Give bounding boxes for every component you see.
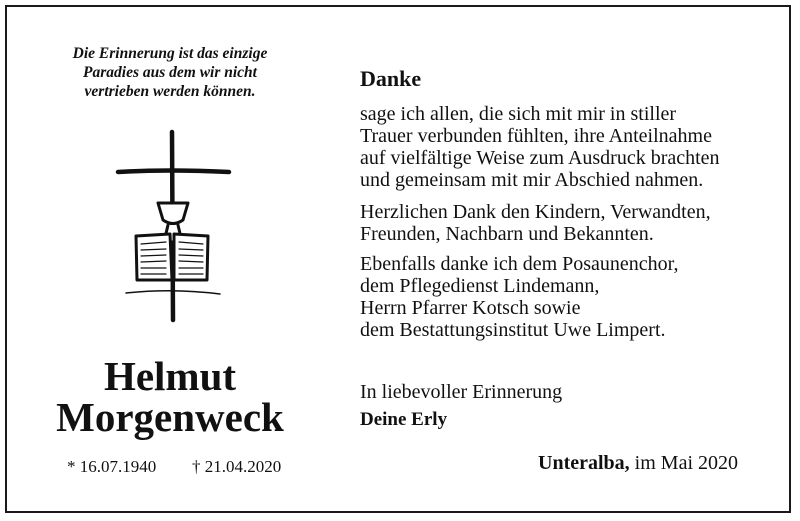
- text-line: auf vielfältige Weise zum Ausdruck brachten: [360, 147, 720, 169]
- thanks-paragraph-2: [360, 201, 711, 245]
- text-line: und gemeinsam mit mir Abschied nahmen.: [360, 169, 704, 191]
- text-line: Freunden, Nachbarn und Bekannten.: [360, 223, 654, 245]
- deceased-name: [30, 353, 310, 440]
- first-name: Helmut: [103, 353, 237, 399]
- text-line: Ebenfalls danke ich dem Posaunenchor,: [360, 253, 679, 275]
- text-line: dem Pflegedienst Lindemann,: [360, 275, 600, 297]
- place-name: Unteralba,: [538, 452, 630, 474]
- memorial-quote: [30, 44, 310, 101]
- quote-line: Paradies aus dem wir nicht: [83, 64, 257, 81]
- last-name: Morgenweck: [56, 394, 284, 440]
- text-line: sage ich allen, die sich mit mir in stiller: [360, 103, 677, 125]
- signature: Deine Erly: [360, 409, 448, 430]
- text-line: Trauer verbunden fühlten, ihre Anteilnahme: [360, 125, 712, 147]
- text-line: dem Bestattungsinstitut Uwe Limpert.: [360, 319, 666, 341]
- thanks-paragraph-3: [360, 253, 679, 341]
- death-date: † 21.04.2020: [192, 457, 282, 476]
- birth-date: * 16.07.1940: [67, 457, 157, 476]
- memory-line: In liebevoller Erinnerung: [360, 381, 563, 403]
- month-year: im Mai 2020: [634, 452, 739, 474]
- place-date: [538, 452, 738, 475]
- thanks-heading: Danke: [360, 66, 422, 91]
- text-line: Herzlichen Dank den Kindern, Verwandten,: [360, 201, 711, 223]
- text-line: Herrn Pfarrer Kotsch sowie: [360, 297, 581, 319]
- thanks-paragraph-1: [360, 103, 720, 191]
- quote-line: vertrieben werden können.: [84, 83, 256, 100]
- cross-chalice-book-icon: [108, 128, 238, 324]
- quote-line: Die Erinnerung ist das einzige: [72, 45, 268, 62]
- life-dates: [67, 457, 282, 477]
